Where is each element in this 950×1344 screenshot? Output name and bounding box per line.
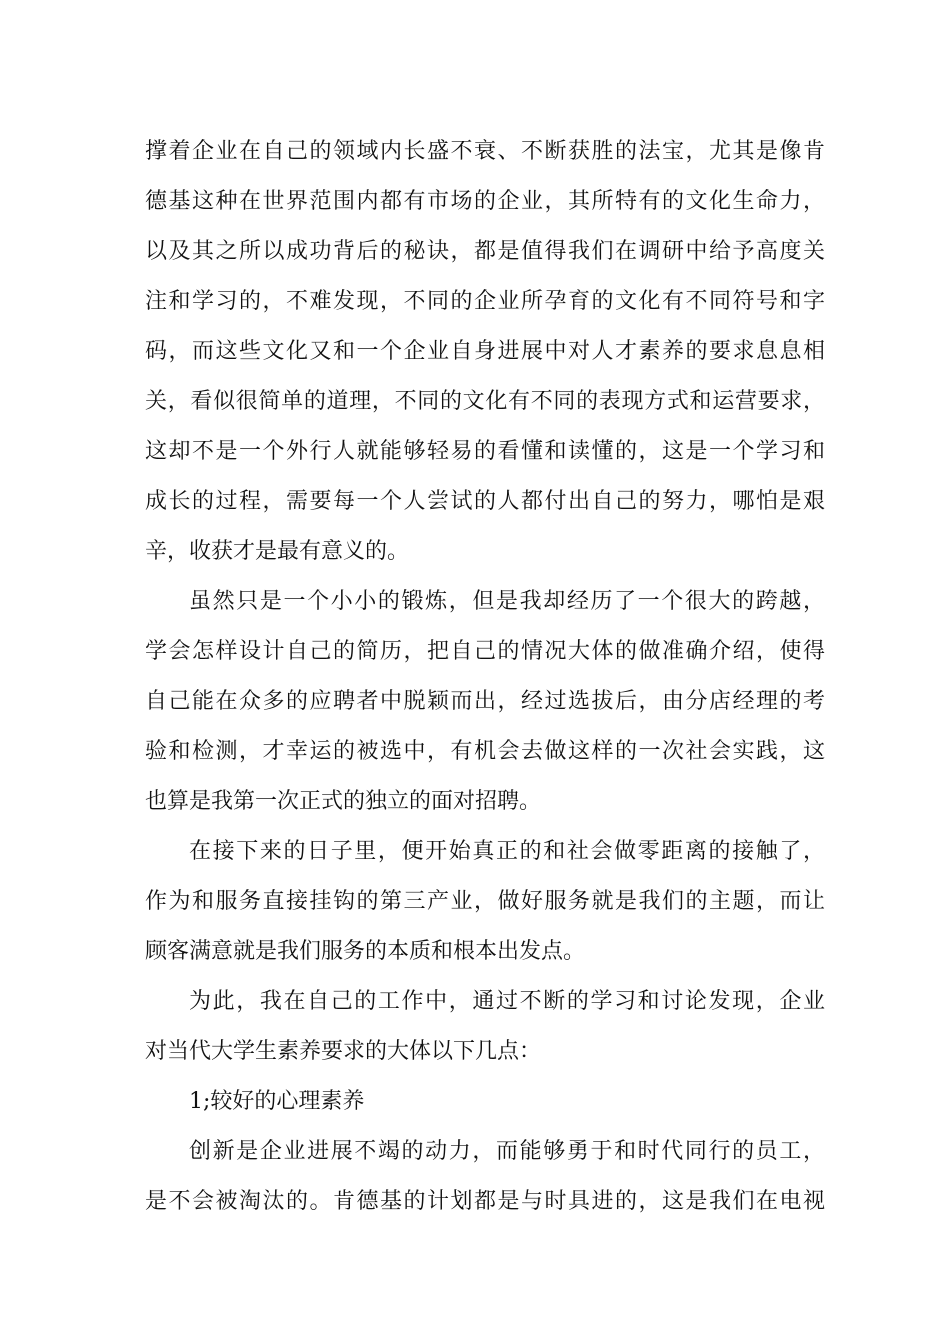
text-line: 顾客满意就是我们服务的本质和根本出发点。 <box>145 939 586 964</box>
text-line: 注和学习的，不难发现，不同的企业所孕育的文化有不同符号和字 <box>145 289 825 314</box>
text-line: 也算是我第一次正式的独立的面对招聘。 <box>145 789 542 814</box>
section-heading: 1;较好的心理素养 <box>189 1089 365 1114</box>
text-line: 是不会被淘汰的。肯德基的计划都是与时具进的，这是我们在电视 <box>145 1189 825 1214</box>
text-line: 以及其之所以成功背后的秘诀，都是值得我们在调研中给予高度关 <box>145 239 825 264</box>
text-line: 关，看似很简单的道理，不同的文化有不同的表现方式和运营要求， <box>145 389 825 414</box>
paragraph-start-line: 在接下来的日子里，便开始真正的和社会做零距离的接触了， <box>189 839 825 864</box>
text-line: 作为和服务直接挂钩的第三产业，做好服务就是我们的主题，而让 <box>145 889 825 914</box>
text-line: 这却不是一个外行人就能够轻易的看懂和读懂的，这是一个学习和 <box>145 439 825 464</box>
text-line: 对当代大学生素养要求的大体以下几点： <box>145 1039 542 1064</box>
text-line: 码，而这些文化又和一个企业自身进展中对人才素养的要求息息相 <box>145 339 825 364</box>
paragraph-start-line: 创新是企业进展不竭的动力，而能够勇于和时代同行的员工， <box>189 1139 825 1164</box>
paragraph-start-line: 为此，我在自己的工作中，通过不断的学习和讨论发现，企业 <box>189 989 825 1014</box>
text-line: 德基这种在世界范围内都有市场的企业，其所特有的文化生命力， <box>145 189 825 214</box>
text-line: 学会怎样设计自己的简历，把自己的情况大体的做准确介绍，使得 <box>145 639 825 664</box>
text-line: 撑着企业在自己的领域内长盛不衰、不断获胜的法宝，尤其是像肯 <box>145 139 825 164</box>
document-body <box>145 127 825 1227</box>
paragraph-start-line: 虽然只是一个小小的锻炼，但是我却经历了一个很大的跨越， <box>189 589 825 614</box>
text-line: 自己能在众多的应聘者中脱颖而出，经过选拔后，由分店经理的考 <box>145 689 825 714</box>
text-line: 成长的过程，需要每一个人尝试的人都付出自己的努力，哪怕是艰 <box>145 489 825 514</box>
text-line: 验和检测，才幸运的被选中，有机会去做这样的一次社会实践，这 <box>145 739 825 764</box>
text-line: 辛，收获才是最有意义的。 <box>145 539 410 564</box>
